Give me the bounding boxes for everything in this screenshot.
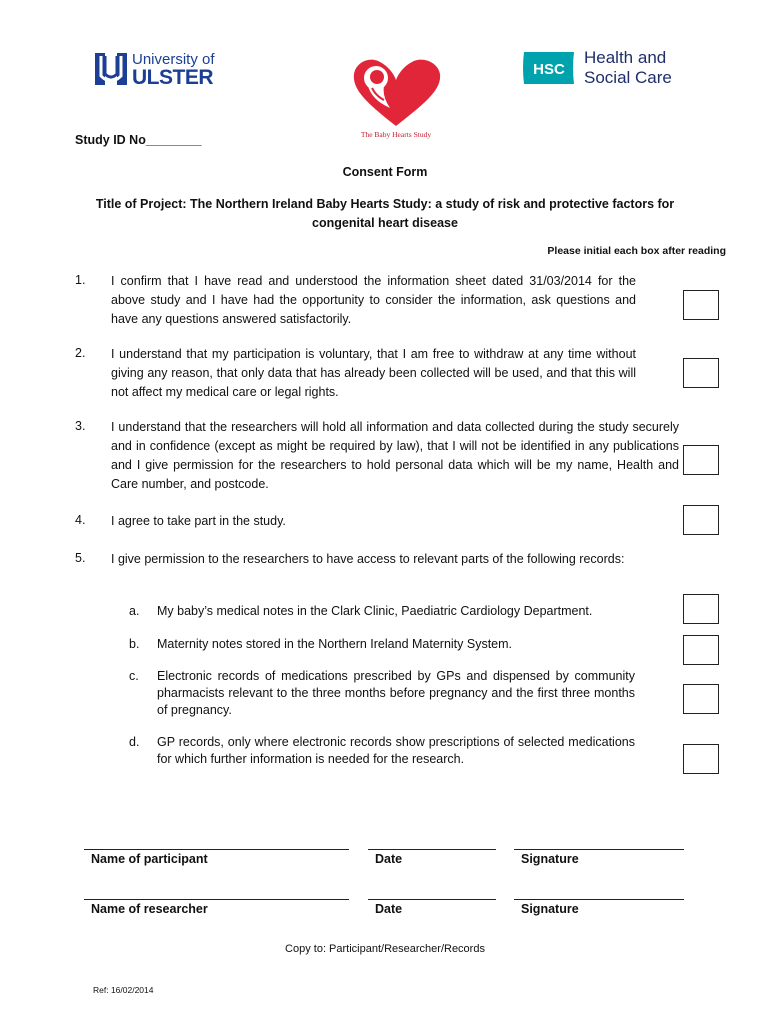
- copy-to-text: Copy to: Participant/Researcher/Records: [285, 943, 485, 955]
- hsc-line2: Social Care: [584, 68, 672, 87]
- subitem-text: My baby’s medical notes in the Clark Clinic, Paediatric Cardiology Department.: [157, 604, 593, 618]
- researcher-date-line[interactable]: [368, 899, 496, 900]
- signature-label: Signature: [521, 852, 579, 866]
- subitem-text: GP records, only where electronic records show prescriptions of selected medications for which further information is needed for the research.: [157, 735, 635, 766]
- initial-box-1[interactable]: [683, 290, 719, 320]
- initial-box-5b[interactable]: [683, 635, 719, 665]
- date-label: Date: [375, 902, 403, 916]
- participant-date-line[interactable]: [368, 849, 496, 850]
- initial-box-5c[interactable]: [683, 684, 719, 714]
- subitem-letter: b.: [129, 637, 140, 651]
- consent-statement: I understand that the researchers will hold all information and data collected during the study securely and in confidence (except as might be required by law), that I will not be identified in any publications and I give permission for the researchers to hold personal data which will be my name, Health and Care number, and postcode.: [111, 420, 679, 491]
- initial-box-5a[interactable]: [683, 594, 719, 624]
- initial-box-2[interactable]: [683, 358, 719, 388]
- university-of-label: University of: [132, 51, 215, 68]
- initial-box-5d[interactable]: [683, 744, 719, 774]
- item-number: 3.: [75, 419, 86, 433]
- ulster-shield-icon: [94, 52, 128, 88]
- subitem-text: Electronic records of medications prescribed by GPs and dispensed by community pharmacists relevant to the three months before pregnancy and the first three months of pregnancy.: [157, 669, 635, 717]
- item-number: 2.: [75, 346, 86, 360]
- subitem-letter: c.: [129, 669, 139, 683]
- subitem-letter: d.: [129, 735, 140, 749]
- date-label: Date: [375, 852, 403, 866]
- consent-statement: I agree to take part in the study.: [111, 514, 286, 528]
- heart-icon: [348, 56, 444, 128]
- participant-signature-line[interactable]: [514, 849, 684, 850]
- participant-name-line[interactable]: [84, 849, 349, 850]
- ulster-university-logo: [94, 52, 224, 92]
- initial-box-3[interactable]: [683, 445, 719, 475]
- hsc-line1: Health and: [584, 48, 667, 67]
- heart-caption: The Baby Hearts Study: [360, 130, 432, 139]
- hsc-logo: [520, 48, 690, 92]
- reference-text: Ref: 16/02/2014: [93, 985, 154, 995]
- item-number: 4.: [75, 513, 86, 527]
- subitem-text: Maternity notes stored in the Northern Ireland Maternity System.: [157, 637, 513, 651]
- subitem-letter: a.: [129, 604, 140, 618]
- signature-label: Signature: [521, 902, 579, 916]
- ulster-name-label: ULSTER: [132, 66, 213, 89]
- researcher-signature-line[interactable]: [514, 899, 684, 900]
- instruction-text: Please initial each box after reading: [547, 245, 726, 257]
- hsc-badge-text: HSC: [533, 61, 565, 78]
- project-title: Title of Project: The Northern Ireland Baby Hearts Study: a study of risk and protective factors for congenital heart disease: [95, 197, 675, 230]
- researcher-name-label: Name of researcher: [91, 902, 208, 916]
- consent-statement: I confirm that I have read and understood the information sheet dated 31/03/2014 for the above study and I have had the opportunity to consider the information, ask questions and have any questions answered satisfactorily.: [111, 274, 636, 326]
- researcher-name-line[interactable]: [84, 899, 349, 900]
- item-number: 1.: [75, 273, 86, 287]
- hsc-text: [584, 48, 672, 88]
- consent-statement: I give permission to the researchers to have access to relevant parts of the following records:: [111, 552, 625, 566]
- item-number: 5.: [75, 551, 86, 565]
- hsc-badge-icon: [520, 50, 578, 86]
- participant-name-label: Name of participant: [91, 852, 208, 866]
- form-title: Consent Form: [342, 165, 428, 179]
- baby-hearts-logo: [348, 56, 444, 146]
- initial-box-4[interactable]: [683, 505, 719, 535]
- study-id-field[interactable]: Study ID No________: [75, 133, 202, 147]
- consent-statement: I understand that my participation is voluntary, that I am free to withdraw at any time without giving any reason, that only data that has already been collected will be used, and that this will not affect my medical care or legal rights.: [111, 347, 636, 399]
